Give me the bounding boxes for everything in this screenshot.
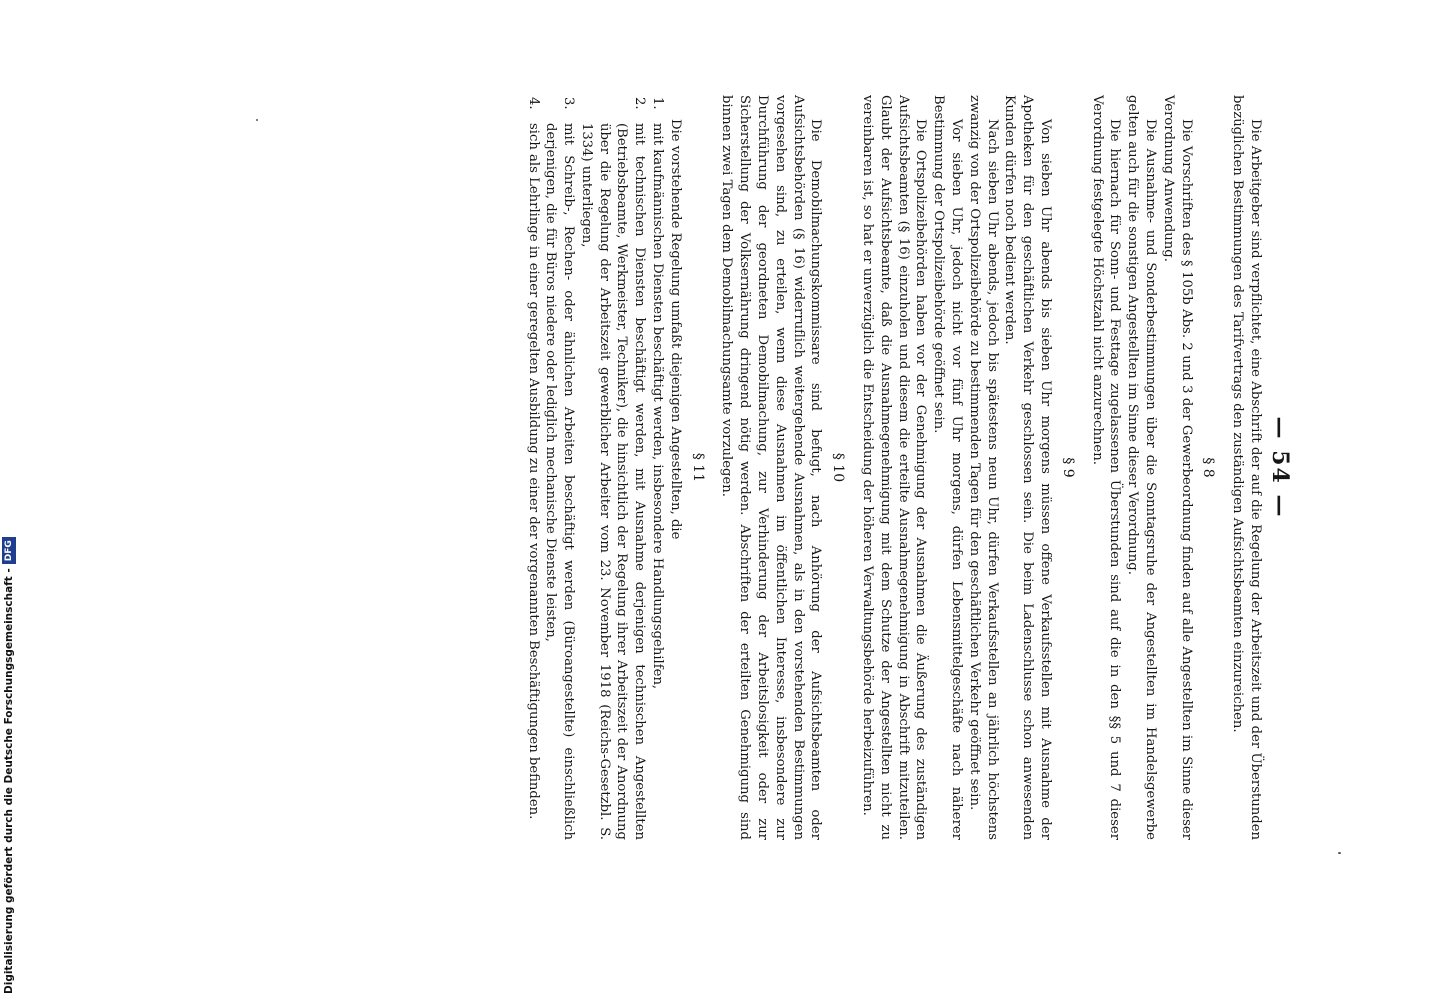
- section-heading: § 10: [830, 452, 847, 483]
- rotated-document-page: [525, 95, 1293, 840]
- section-heading: § 9: [1059, 457, 1076, 478]
- numbered-list: [524, 95, 666, 840]
- list-item: [542, 97, 578, 840]
- section-paragraph: Die hiernach für Sonn- und Festtage zugelassenen Überstunden sind auf die in den §§ 5 und 7 dieser Verordnung festgelegte Höchstzahl nicht anzurechnen.: [1089, 95, 1123, 840]
- section-heading: § 11: [689, 452, 706, 483]
- list-item: [577, 97, 648, 840]
- list-item: [524, 97, 542, 840]
- scan-speck: [256, 119, 258, 121]
- scan-speck: [1338, 852, 1341, 854]
- list-item-number: 2.: [632, 97, 648, 110]
- list-item-number: 3.: [561, 97, 577, 110]
- section-paragraph: Die vorstehende Regelung umfaßt diejenigen Angestellten, die: [667, 119, 683, 540]
- list-item-text: sich als Lehrlinge in einer geregelten Ausbildung zu einer der vorgenannten Beschäftigungen befinden.: [525, 123, 541, 820]
- dfg-logo: DFG: [2, 537, 16, 564]
- list-item-number: 1.: [650, 97, 666, 110]
- section-paragraph: Die Ausnahme- und Sonderbestimmungen über die Sonntagsruhe der Angestellten im Handelsgewerbe gelten auch für die sonstigen Angestellten im Sinne dieser Verordnung.: [1125, 95, 1159, 840]
- list-item-text: mit Schreib-, Rechen- oder ähnlichen Arbeiten beschäftigt werden (Büroangestellte) einschließlich derjenigen, die für Büros niedere oder lediglich mechanische Dienste leisten,: [543, 123, 577, 840]
- section-paragraph: Die Demobilmachungskommissare sind befugt, nach Anhörung der Aufsichtsbeamten oder Aufsichtsbehörden (§ 16) widerruflich weitergehende Ausnahmen, als in den vorstehenden Bestimmungen vorgesehen sind, zu erteilen, wenn diese Ausnahmen im öffentlichen Interesse, insbesondere zur Durchführung der geordneten Demobilmachung, zur Verhinderung der Arbeitslosigkeit oder zur Sicherstellung der Volksernährung dringend nötig werden. Abschriften der erteilten Genehmigung sind binnen zwei Tagen dem Demobilmachungsamte vorzulegen.: [719, 95, 824, 840]
- digitization-credit: [2, 537, 16, 994]
- section-heading: § 8: [1200, 457, 1217, 478]
- section-paragraph: Von sieben Uhr abends bis sieben Uhr morgens müssen offene Verkaufsstellen mit Ausnahme der Apotheken für den geschäftlichen Verkehr geschlossen sein. Die beim Ladenschlusse schon anwesenden Kunden dürfen noch bedient werden.: [1002, 95, 1054, 840]
- intro-paragraph: Die Arbeitgeber sind verpflichtet, eine Abschrift der auf die Regelung der Arbeitszeit und der Überstunden bezüglichen Bestimmungen des Tarifvertrags den zuständigen Aufsichtsbeamten einzureichen.: [1230, 95, 1263, 840]
- section-paragraph: Vor sieben Uhr, jedoch nicht vor fünf Uhr morgens, dürfen Lebensmittelgeschäfte nach näherer Bestimmung der Ortspolizeibehörde geöffnet sein.: [931, 95, 965, 840]
- credit-text: Digitalisierung gefördert durch die Deutsche Forschungsgemeinschaft -: [3, 568, 15, 994]
- section-paragraph: Die Vorschriften des § 105b Abs. 2 und 3 der Gewerbeordnung finden auf alle Angestellten im Sinne dieser Verordnung Anwendung.: [1160, 95, 1194, 840]
- list-item-text: mit technischen Diensten beschäftigt werden, mit Ausnahme derjenigen technischen Angestellten (Betriebsbeamte, Werkmeister, Techniker), die hinsichtlich der Regelung ihrer Arbeitszeit der Anordnung über die Regelung der Arbeitszeit gewerblicher Arbeiter vom 23. November 1918 (Reichs-Gesetzbl. S. 1334) unterliegen,: [578, 123, 648, 840]
- page-number: — 54 —: [1267, 416, 1293, 519]
- list-item-text: mit kaufmännischen Diensten beschäftigt werden, insbesondere Handlungsgehilfen,: [650, 123, 666, 690]
- section-paragraph: Nach sieben Uhr abends, jedoch bis spätestens neun Uhr, dürfen Verkaufsstellen an jährlich höchstens zwanzig von der Ortspolizeibehörde zu bestimmenden Tagen für den geschäftlichen Verkehr geöffnet sein.: [966, 95, 1000, 840]
- list-item: [648, 97, 666, 840]
- document-body: [524, 95, 1264, 840]
- section-paragraph: Die Ortspolizeibehörden haben vor der Genehmigung der Ausnahmen die Äußerung des zuständigen Aufsichtsbeamten (§ 16) einzuholen und diesem die erteilte Ausnahmegenehmigung in Abschrift mitzuteilen. Glaubt der Aufsichtsbeamte, daß die Ausnahmegenehmigung mit dem Schutze der Angestellten nicht zu vereinbaren ist, so hat er unverzüglich die Entscheidung der höheren Verwaltungsbehörde herbeizuführen.: [860, 95, 929, 840]
- list-item-number: 4.: [525, 97, 541, 110]
